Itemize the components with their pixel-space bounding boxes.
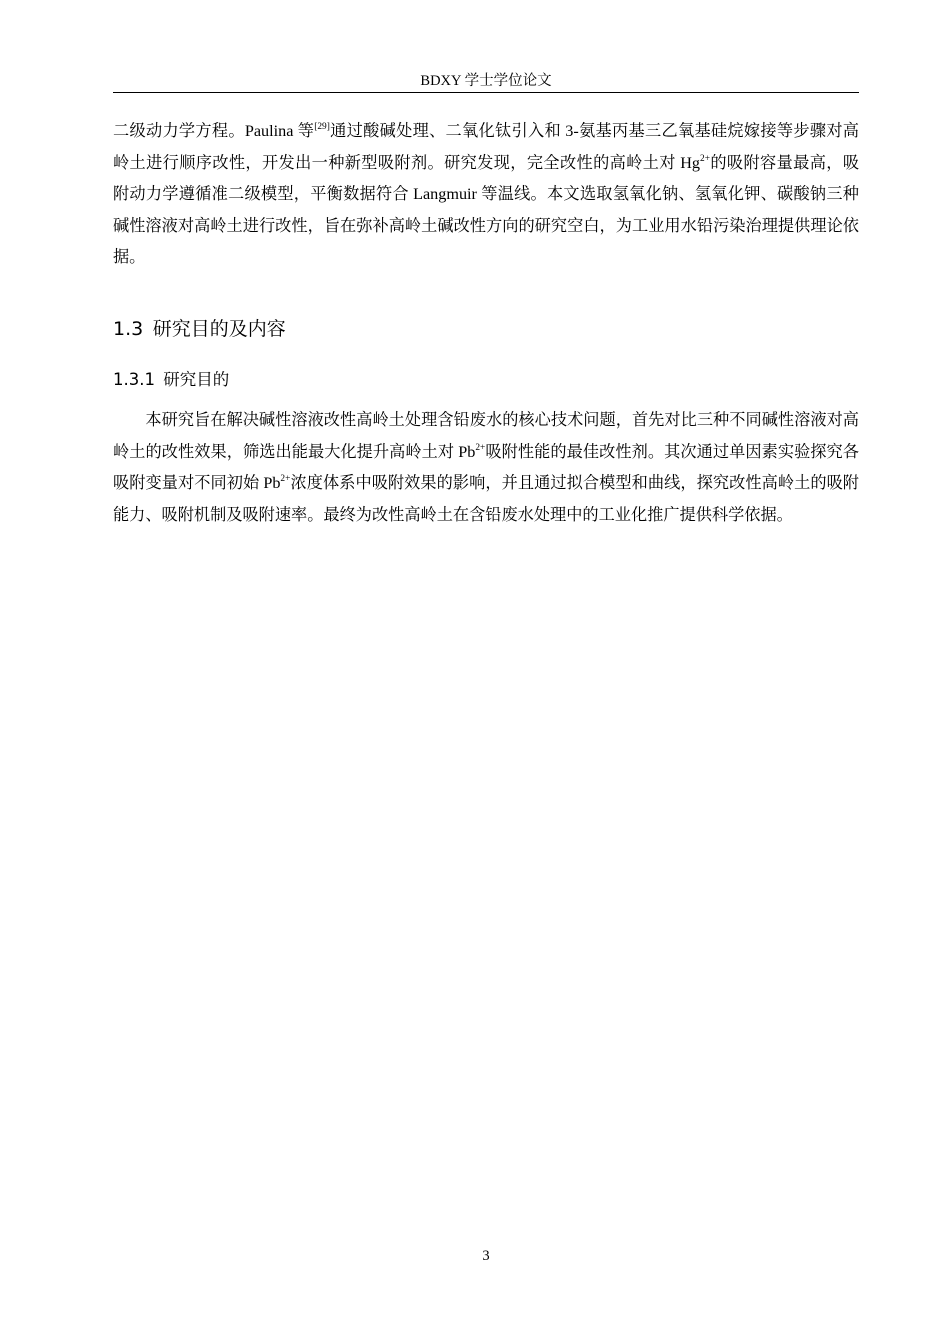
header-rule bbox=[113, 92, 859, 93]
paragraph-text: 浓度体系中吸附效果的影响，并且通过拟合模型和曲线，探究改性高岭土的吸附能力、吸附机制及吸附速率。最终为改性高岭土在含铅废水处理中的工业化推广提供科学依据。 bbox=[113, 474, 859, 524]
section-heading-1-3 bbox=[113, 314, 286, 344]
ion-charge-superscript: 2+ bbox=[700, 153, 711, 164]
subsection-number: 1.3.1 bbox=[113, 370, 155, 389]
subsection-heading-1-3-1 bbox=[113, 366, 229, 394]
subsection-title: 研究目的 bbox=[163, 370, 230, 389]
paragraph-text: 通过酸碱处理、二氧化钛引入和 3-氨基丙基三乙氧基硅烷嫁接等步骤对高岭土进行顺序改性，开发出一种新型吸附剂。研究发现，完全改性的高岭土对 Hg bbox=[113, 122, 859, 172]
paragraph-text: 的吸附容量最高，吸附动力学遵循准二级模型，平衡数据符合 Langmuir 等温线。本文选取氢氧化钠、氢氧化钾、碳酸钠三种碱性溶液对高岭土进行改性，旨在弥补高岭土碱改性方向的研究空白，为工业用水铅污染治理提供理论依据。 bbox=[113, 153, 860, 267]
citation-reference: [29] bbox=[314, 121, 330, 132]
running-header: BDXY 学士学位论文 bbox=[420, 73, 552, 89]
page-number: 3 bbox=[482, 1248, 490, 1264]
paragraph-text: 二级动力学方程。Paulina 等 bbox=[113, 122, 315, 140]
paragraph-text: 本研究旨在解决碱性溶液改性高岭土处理含铅废水的核心技术问题，首先对比三种不同碱性溶液对高岭土的改性效果，筛选出能最大化提升高岭土对 Pb bbox=[113, 411, 859, 461]
section-number: 1.3 bbox=[113, 318, 144, 340]
body-paragraph-1 bbox=[113, 116, 859, 274]
section-title: 研究目的及内容 bbox=[152, 318, 286, 340]
paragraph-text: 吸附性能的最佳改性剂。其次通过单因素实验探究各吸附变量对不同初始 Pb bbox=[113, 442, 859, 493]
body-paragraph-2 bbox=[113, 405, 859, 531]
ion-charge-superscript: 2+ bbox=[280, 474, 291, 485]
ion-charge-superscript: 2+ bbox=[475, 442, 486, 453]
